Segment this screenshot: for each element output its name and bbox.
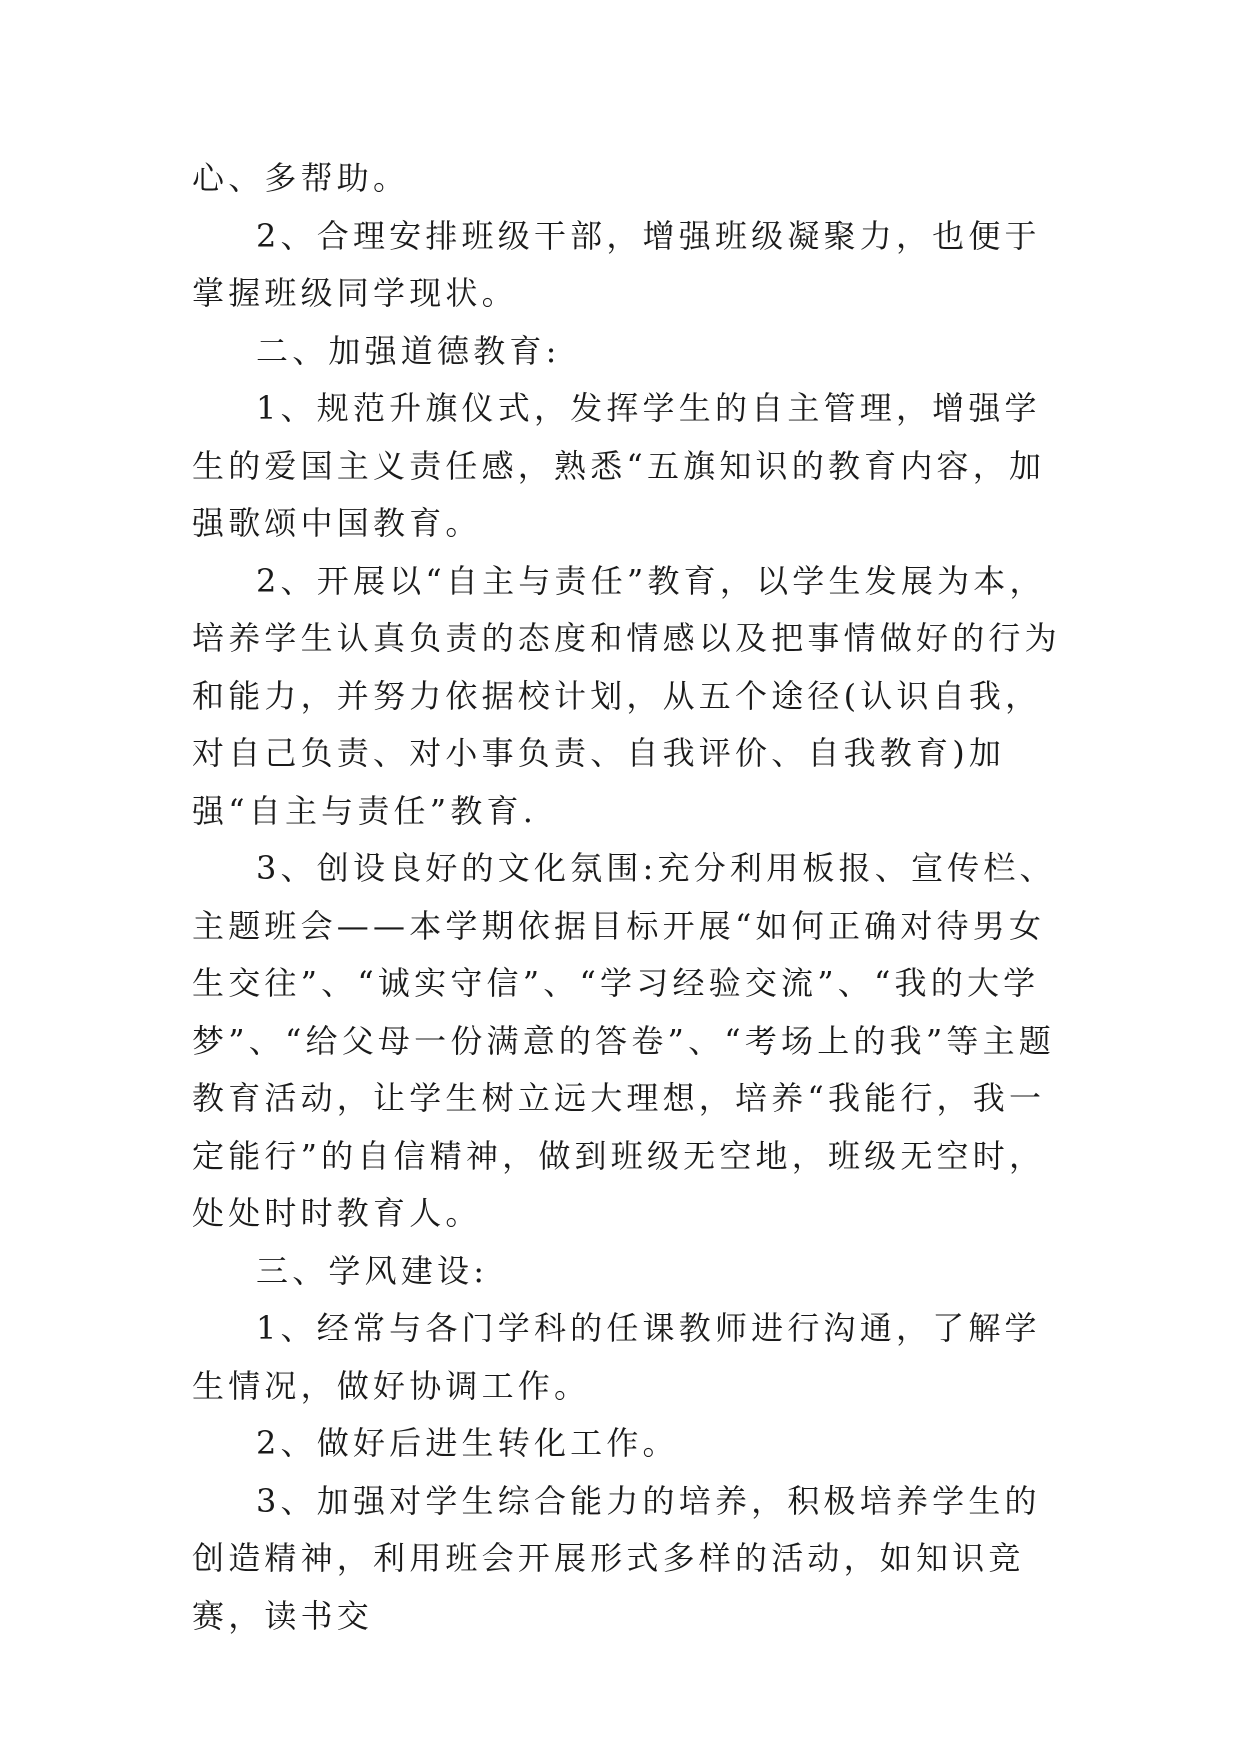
- paragraph-5: 2、开展以“自主与责任”教育，以学生发展为本，培养学生认真负责的态度和情感以及把事情做好的行为和能力，并努力依据校计划，从五个途径(认识自我，对自己负责、对小事负责、自我评价、自我教育)加强“自主与责任”教育.: [192, 561, 1061, 830]
- paragraph-9: 2、做好后进生转化工作。: [256, 1424, 679, 1462]
- paragraph-1: 心、多帮助。: [192, 159, 410, 197]
- paragraph-2: 2、合理安排班级干部，增强班级凝聚力，也便于掌握班级同学现状。: [192, 216, 1041, 312]
- paragraph-10: 3、加强对学生综合能力的培养，积极培养学生的创造精神，利用班会开展形式多样的活动，如知识竞赛，读书交: [192, 1481, 1041, 1635]
- document-body: [192, 150, 1064, 1645]
- section-heading-study-style: 三、学风建设:: [256, 1251, 489, 1290]
- section-heading-moral-education: 二、加强道德教育:: [256, 331, 561, 370]
- paragraph-6: 3、创设良好的文化氛围:充分利用板报、宣传栏、主题班会——本学期依据目标开展“如何正确对待男女生交往”、“诚实守信”、“学习经验交流”、“我的大学梦”、“给父母一份满意的答卷”、“考场上的我”等主题教育活动，让学生树立远大理想，培养“我能行，我一定能行”的自信精神，做到班级无空地，班级无空时，处处时时教育人。: [192, 849, 1056, 1232]
- paragraph-4: 1、规范升旗仪式，发挥学生的自主管理，增强学生的爱国主义责任感，熟悉“五旗知识的教育内容，加强歌颂中国教育。: [192, 389, 1046, 542]
- paragraph-8: 1、经常与各门学科的任课教师进行沟通，了解学生情况，做好协调工作。: [192, 1309, 1041, 1405]
